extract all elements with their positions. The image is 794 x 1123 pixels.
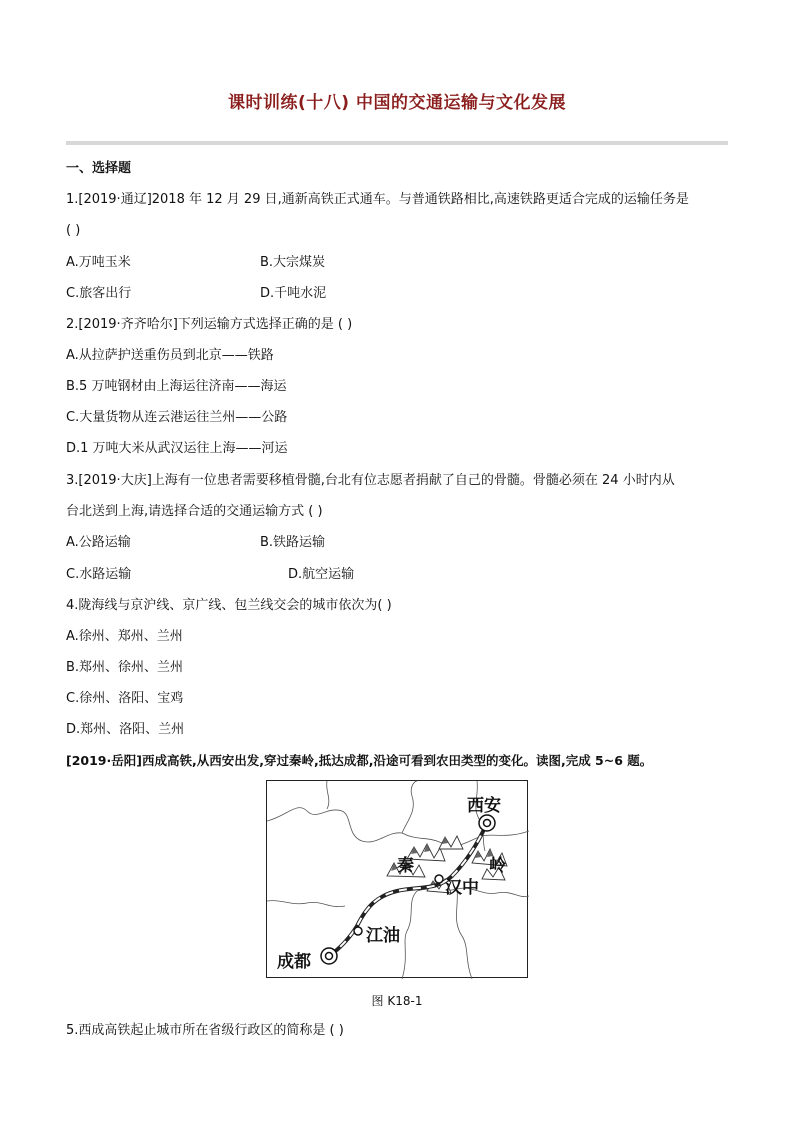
q2-option-a: A.从拉萨护送重伤员到北京——铁路 bbox=[66, 348, 274, 363]
q2-stem: 2.[2019·齐齐哈尔]下列运输方式选择正确的是 ( ) bbox=[66, 317, 353, 332]
q1-stem-line1: 1.[2019·通辽]2018 年 12 月 29 日,通新高铁正式通车。与普通铁路相比,高速铁路更适合完成的运输任务是 bbox=[66, 192, 689, 207]
q1-option-d: D.千吨水泥 bbox=[260, 286, 327, 301]
q4-option-b: B.郑州、徐州、兰州 bbox=[66, 660, 184, 675]
q1-option-a: A.万吨玉米 bbox=[66, 255, 131, 270]
questions-5-6-intro: [2019·岳阳]西成高铁,从西安出发,穿过秦岭,抵达成都,沿途可看到农田类型的变化。读图,完成 5~6 题。 bbox=[66, 753, 653, 768]
q1-option-b: B.大宗煤炭 bbox=[260, 255, 326, 270]
hanzhong-marker bbox=[435, 875, 443, 883]
q4-option-d: D.郑州、洛阳、兰州 bbox=[66, 722, 185, 737]
title-divider bbox=[66, 141, 728, 145]
q4-stem: 4.陇海线与京沪线、京广线、包兰线交会的城市依次为( ) bbox=[66, 598, 392, 613]
q3-option-d: D.航空运输 bbox=[288, 567, 355, 582]
q3-option-b: B.铁路运输 bbox=[260, 535, 326, 550]
map-label-ling: 岭 bbox=[489, 856, 506, 876]
figure-caption: 图 K18-1 bbox=[371, 994, 423, 1008]
q3-stem-line2: 台北送到上海,请选择合适的交通运输方式 ( ) bbox=[66, 504, 323, 519]
page-title: 课时训练(十八) 中国的交通运输与文化发展 bbox=[228, 93, 566, 113]
map-label-chengdu: 成都 bbox=[277, 952, 311, 972]
q2-option-d: D.1 万吨大米从武汉运往上海——河运 bbox=[66, 441, 288, 456]
q2-option-c: C.大量货物从连云港运往兰州——公路 bbox=[66, 410, 288, 425]
q5-stem: 5.西成高铁起止城市所在省级行政区的简称是 ( ) bbox=[66, 1023, 344, 1038]
q3-option-a: A.公路运输 bbox=[66, 535, 131, 550]
chengdu-city-marker bbox=[321, 948, 337, 964]
q3-option-c: C.水路运输 bbox=[66, 567, 132, 582]
q1-option-c: C.旅客出行 bbox=[66, 286, 132, 301]
xicheng-railway-map bbox=[266, 780, 528, 978]
map-label-qin: 秦 bbox=[397, 856, 414, 876]
xian-city-marker bbox=[479, 815, 495, 831]
q3-stem-line1: 3.[2019·大庆]上海有一位患者需要移植骨髓,台北有位志愿者捐献了自己的骨髓。骨髓必须在 24 小时内从 bbox=[66, 473, 675, 488]
map-label-xian: 西安 bbox=[467, 796, 501, 816]
q4-option-c: C.徐州、洛阳、宝鸡 bbox=[66, 691, 184, 706]
section-heading: 一、选择题 bbox=[66, 161, 132, 176]
map-label-jiangyou: 江油 bbox=[366, 926, 400, 946]
q1-stem-line2: ( ) bbox=[66, 223, 81, 238]
jiangyou-marker bbox=[354, 927, 362, 935]
q2-option-b: B.5 万吨钢材由上海运往济南——海运 bbox=[66, 379, 287, 394]
q4-option-a: A.徐州、郑州、兰州 bbox=[66, 629, 183, 644]
map-label-hanzhong: 汉中 bbox=[445, 878, 479, 898]
